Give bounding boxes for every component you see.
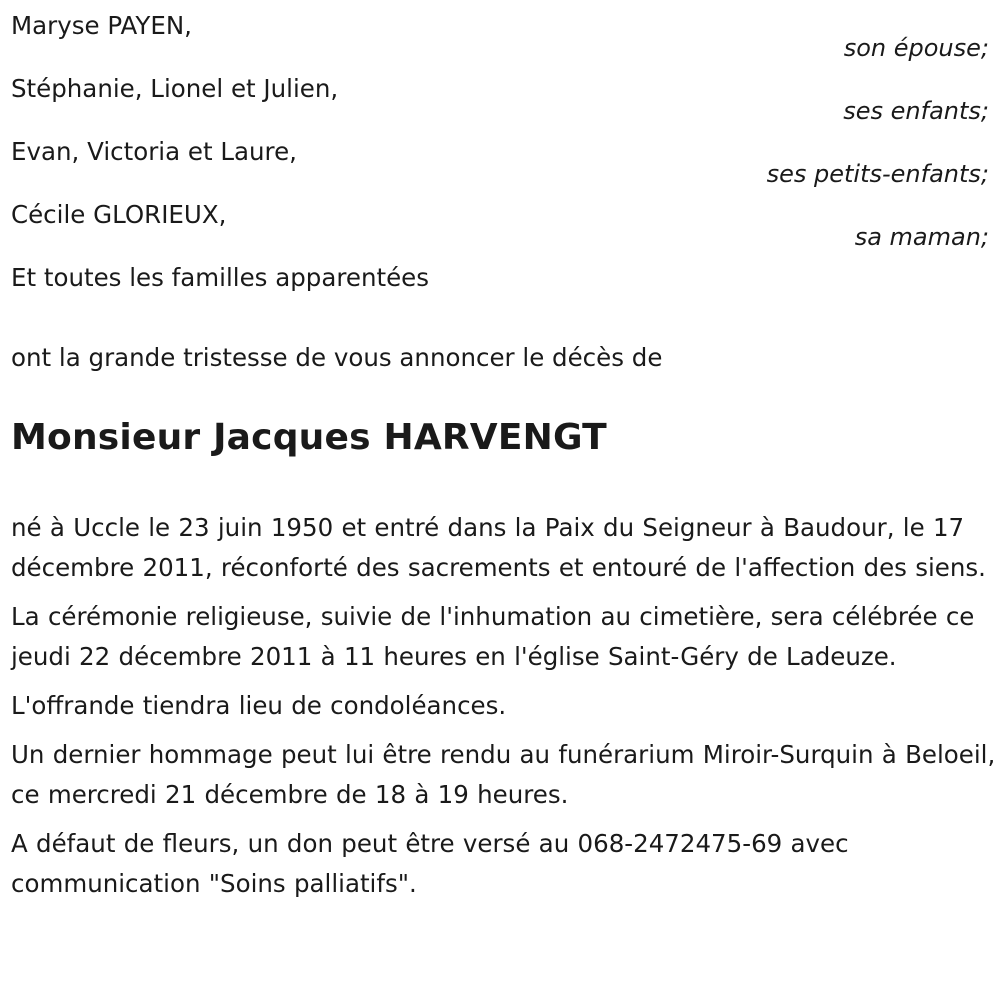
family-member-row: [11, 0, 989, 63]
announcement-text: ont la grande tristesse de vous annoncer le décès de: [11, 343, 663, 372]
family-member-name: Stéphanie, Lionel et Julien,: [11, 74, 339, 103]
obituary-notice: [11, 0, 996, 898]
family-member-role: son épouse;: [843, 34, 989, 62]
deceased-name: Monsieur Jacques HARVENGT: [11, 417, 607, 458]
family-member-role: ses enfants;: [843, 97, 989, 125]
family-member-role: sa maman;: [854, 223, 989, 251]
families-line: Et toutes les familles apparentées: [11, 263, 429, 292]
family-member-name: Cécile GLORIEUX,: [11, 200, 227, 229]
tribute-paragraph: Un dernier hommage peut lui être rendu au funérarium Miroir-Surquin à Beloeil, ce mercredi 21 décembre de 18 à 19 heures.: [11, 740, 996, 809]
family-member-name: Evan, Victoria et Laure,: [11, 137, 297, 166]
family-member-row: [11, 189, 989, 252]
donation-paragraph: A défaut de fleurs, un don peut être versé au 068-2472475-69 avec communication "Soins palliatifs".: [11, 829, 849, 898]
family-member-role: ses petits-enfants;: [766, 160, 989, 188]
family-member-row: [11, 63, 989, 126]
ceremony-paragraph: La cérémonie religieuse, suivie de l'inhumation au cimetière, sera célébrée ce jeudi 22 décembre 2011 à 11 heures en l'église Saint-Géry de Ladeuze.: [11, 602, 975, 671]
birth-death-paragraph: né à Uccle le 23 juin 1950 et entré dans la Paix du Seigneur à Baudour, le 17 décembre 2011, réconforté des sacrements et entouré de l'affection des siens.: [11, 513, 986, 582]
family-member-row: [11, 126, 989, 189]
family-member-name: Maryse PAYEN,: [11, 11, 192, 40]
offering-paragraph: L'offrande tiendra lieu de condoléances.: [11, 691, 507, 720]
notice-body: [11, 508, 996, 913]
